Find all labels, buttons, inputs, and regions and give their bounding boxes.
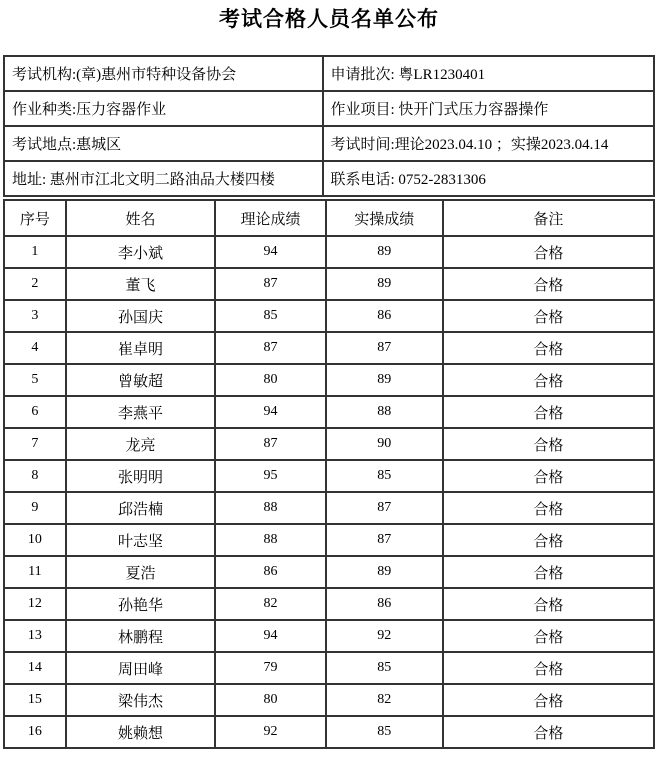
info-row: [4, 56, 654, 91]
cell-seq: 3: [4, 300, 66, 332]
cell-practical-score: 85: [326, 652, 443, 684]
cell-seq: 6: [4, 396, 66, 428]
table-row: [4, 524, 654, 556]
col-header-theory-score: 理论成绩: [215, 200, 326, 236]
cell-remark: 合格: [443, 236, 654, 268]
table-row: [4, 716, 654, 748]
results-table-body: [4, 236, 654, 748]
cell-seq: 9: [4, 492, 66, 524]
table-row: [4, 236, 654, 268]
document-body: [3, 55, 655, 749]
cell-practical-score: 87: [326, 332, 443, 364]
info-address-cell: 地址: 惠州市江北文明二路油品大楼四楼: [4, 161, 323, 196]
cell-name: 周田峰: [66, 652, 216, 684]
cell-remark: 合格: [443, 556, 654, 588]
cell-name: 崔卓明: [66, 332, 216, 364]
cell-remark: 合格: [443, 716, 654, 748]
cell-remark: 合格: [443, 588, 654, 620]
cell-seq: 8: [4, 460, 66, 492]
cell-practical-score: 86: [326, 588, 443, 620]
cell-remark: 合格: [443, 396, 654, 428]
cell-seq: 5: [4, 364, 66, 396]
info-row: [4, 91, 654, 126]
cell-name: 梁伟杰: [66, 684, 216, 716]
cell-theory-score: 88: [215, 524, 326, 556]
cell-theory-score: 92: [215, 716, 326, 748]
cell-practical-score: 89: [326, 236, 443, 268]
cell-practical-score: 90: [326, 428, 443, 460]
cell-seq: 15: [4, 684, 66, 716]
table-row: [4, 300, 654, 332]
cell-name: 曾敏超: [66, 364, 216, 396]
info-work-project-cell: 作业项目: 快开门式压力容器操作: [323, 91, 655, 126]
cell-remark: 合格: [443, 684, 654, 716]
info-phone-cell: 联系电话: 0752-2831306: [323, 161, 655, 196]
cell-name: 夏浩: [66, 556, 216, 588]
cell-name: 李燕平: [66, 396, 216, 428]
cell-seq: 14: [4, 652, 66, 684]
col-header-practical-score: 实操成绩: [326, 200, 443, 236]
cell-practical-score: 88: [326, 396, 443, 428]
cell-seq: 1: [4, 236, 66, 268]
cell-name: 龙亮: [66, 428, 216, 460]
cell-practical-score: 86: [326, 300, 443, 332]
cell-theory-score: 86: [215, 556, 326, 588]
cell-name: 董飞: [66, 268, 216, 300]
cell-seq: 4: [4, 332, 66, 364]
cell-seq: 7: [4, 428, 66, 460]
cell-name: 叶志坚: [66, 524, 216, 556]
info-work-type-cell: 作业种类:压力容器作业: [4, 91, 323, 126]
cell-practical-score: 85: [326, 460, 443, 492]
results-header-row: [4, 200, 654, 236]
cell-name: 林鹏程: [66, 620, 216, 652]
cell-remark: 合格: [443, 524, 654, 556]
info-row: [4, 126, 654, 161]
cell-practical-score: 89: [326, 268, 443, 300]
table-row: [4, 396, 654, 428]
cell-seq: 12: [4, 588, 66, 620]
cell-theory-score: 87: [215, 268, 326, 300]
table-row: [4, 428, 654, 460]
cell-theory-score: 87: [215, 428, 326, 460]
cell-theory-score: 82: [215, 588, 326, 620]
table-row: [4, 332, 654, 364]
cell-name: 李小斌: [66, 236, 216, 268]
cell-theory-score: 94: [215, 620, 326, 652]
col-header-name: 姓名: [66, 200, 216, 236]
cell-remark: 合格: [443, 652, 654, 684]
cell-practical-score: 89: [326, 364, 443, 396]
table-row: [4, 652, 654, 684]
table-row: [4, 268, 654, 300]
cell-remark: 合格: [443, 620, 654, 652]
cell-remark: 合格: [443, 460, 654, 492]
cell-name: 姚赖想: [66, 716, 216, 748]
cell-seq: 16: [4, 716, 66, 748]
cell-theory-score: 88: [215, 492, 326, 524]
cell-practical-score: 87: [326, 492, 443, 524]
cell-remark: 合格: [443, 364, 654, 396]
cell-theory-score: 80: [215, 684, 326, 716]
table-row: [4, 460, 654, 492]
cell-theory-score: 80: [215, 364, 326, 396]
cell-name: 孙国庆: [66, 300, 216, 332]
page-title: 考试合格人员名单公布: [219, 8, 439, 31]
info-exam-location-cell: 考试地点:惠城区: [4, 126, 323, 161]
cell-practical-score: 89: [326, 556, 443, 588]
cell-theory-score: 95: [215, 460, 326, 492]
cell-theory-score: 87: [215, 332, 326, 364]
cell-remark: 合格: [443, 300, 654, 332]
col-header-seq: 序号: [4, 200, 66, 236]
table-row: [4, 492, 654, 524]
cell-seq: 11: [4, 556, 66, 588]
cell-theory-score: 79: [215, 652, 326, 684]
cell-remark: 合格: [443, 332, 654, 364]
col-header-remark: 备注: [443, 200, 654, 236]
cell-practical-score: 85: [326, 716, 443, 748]
cell-practical-score: 82: [326, 684, 443, 716]
table-row: [4, 620, 654, 652]
cell-name: 孙艳华: [66, 588, 216, 620]
cell-theory-score: 94: [215, 236, 326, 268]
info-exam-time-cell: 考试时间:理论2023.04.10 ；实操2023.04.14: [323, 126, 655, 161]
cell-seq: 13: [4, 620, 66, 652]
info-row: [4, 161, 654, 196]
exam-info-table: [3, 55, 655, 197]
cell-practical-score: 87: [326, 524, 443, 556]
cell-name: 邱浩楠: [66, 492, 216, 524]
cell-practical-score: 92: [326, 620, 443, 652]
cell-seq: 10: [4, 524, 66, 556]
cell-remark: 合格: [443, 492, 654, 524]
cell-remark: 合格: [443, 268, 654, 300]
cell-remark: 合格: [443, 428, 654, 460]
cell-name: 张明明: [66, 460, 216, 492]
table-row: [4, 364, 654, 396]
table-row: [4, 588, 654, 620]
table-row: [4, 684, 654, 716]
cell-theory-score: 85: [215, 300, 326, 332]
cell-theory-score: 94: [215, 396, 326, 428]
cell-seq: 2: [4, 268, 66, 300]
results-table: [3, 199, 655, 749]
info-batch-cell: 申请批次: 粤LR1230401: [323, 56, 655, 91]
info-exam-org-cell: 考试机构:(章)惠州市特种设备协会: [4, 56, 323, 91]
table-row: [4, 556, 654, 588]
